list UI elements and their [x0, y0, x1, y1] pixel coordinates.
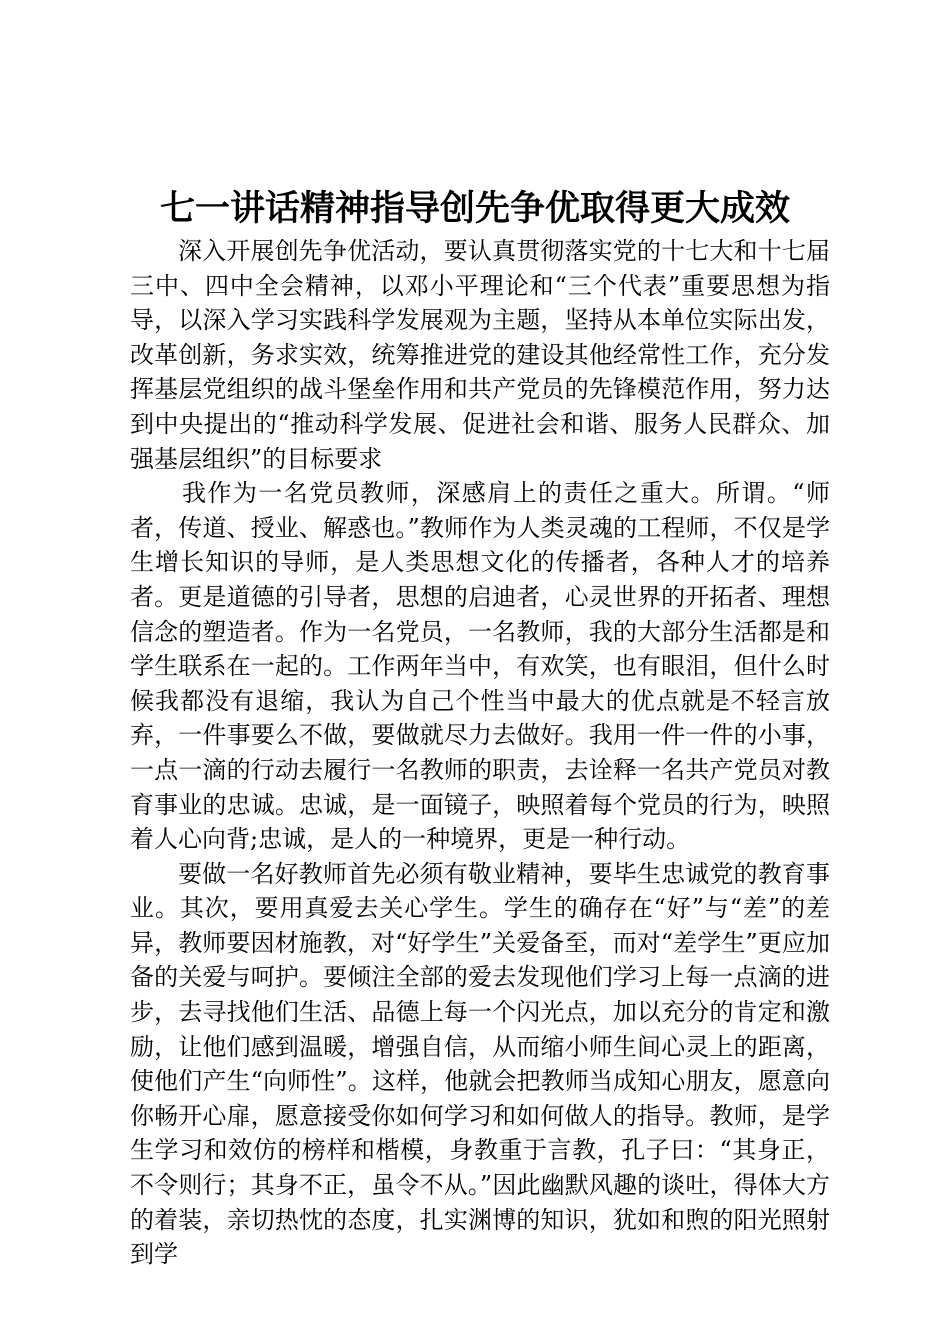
paragraph: 深入开展创先争优活动，要认真贯彻落实党的十七大和十七届三中、四中全会精神，以邓小平理论和“三个代表”重要思想为指导，以深入学习实践科学发展观为主题，坚持从本单位实际出发，改革创新，务求实效，统筹推进党的建设其他经常性工作，充分发挥基层党组织的战斗堡垒作用和共产党员的先锋模范作用，努力达到中央提出的“推动科学发展、促进社会和谐、服务人民群众、加强基层组织”的目标要求	[130, 237, 830, 473]
paragraph: 要做一名好教师首先必须有敬业精神，要毕生忠诚党的教育事业。其次，要用真爱去关心学生。学生的确存在“好”与“差”的差异，教师要因材施教，对“好学生”关爱备至，而对“差学生”更应加备的关爱与呵护。要倾注全部的爱去发现他们学习上每一点滴的进步，去寻找他们生活、品德上每一个闪光点，加以充分的肯定和激励，让他们感到温暖，增强自信，从而缩小师生间心灵上的距离，使他们产生“向师性”。这样，他就会把教师当成知心朋友，愿意向你畅开心扉，愿意接受你如何学习和如何做人的指导。教师，是学生学习和效仿的榜样和楷模，身教重于言教，孔子曰：“其身正，不令则行；其身不正，虽令不从。”因此幽默风趣的谈吐，得体大方的着装，亲切热忱的态度，扎实渊博的知识，犹如和煦的阳光照射到学	[130, 859, 830, 1269]
document-title: 七一讲话精神指导创先争优取得更大成效	[159, 189, 790, 229]
document-body	[130, 234, 830, 1272]
paragraph: 我作为一名党员教师，深感肩上的责任之重大。所谓。“师者，传道、授业、解惑也。”教师作为人类灵魂的工程师，不仅是学生增长知识的导师，是人类思想文化的传播者，各种人才的培养者。更是道德的引导者，思想的启迪者，心灵世界的开拓者、理想信念的塑造者。作为一名党员，一名教师，我的大部分生活都是和学生联系在一起的。工作两年当中，有欢笑，也有眼泪，但什么时候我都没有退缩，我认为自己个性当中最大的优点就是不轻言放弃，一件事要么不做，要做就尽力去做好。我用一件一件的小事，一点一滴的行动去履行一名教师的职责，去诠释一名共产党员对教育事业的忠诚。忠诚，是一面镜子，映照着每个党员的行为，映照着人心向背;忠诚，是人的一种境界，更是一种行动。	[130, 479, 830, 854]
